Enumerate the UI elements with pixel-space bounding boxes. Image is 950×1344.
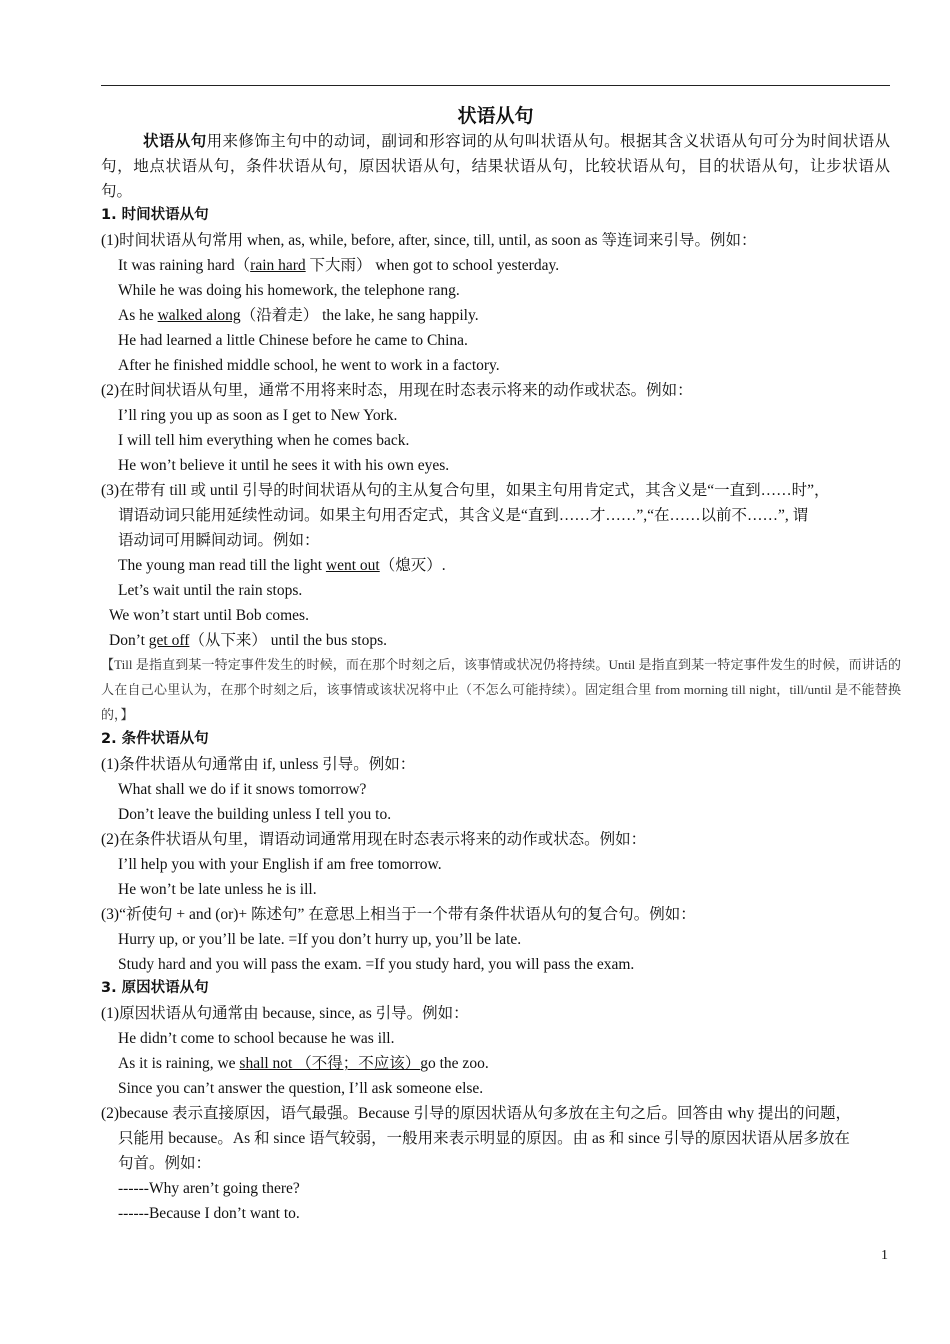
reason-example-5: ------Because I don’t want to. — [118, 1205, 300, 1222]
time-example-12: Don’t get off（从下来） until the bus stops. — [109, 632, 388, 649]
time-example-6: I’ll ring you up as soon as I get to New York. — [118, 407, 398, 424]
reason-example-1: He didn’t come to school because he was ill. — [118, 1030, 395, 1047]
document-title: 状语从句 — [457, 105, 534, 127]
condition-rule-2: (2)在条件状语从句里，谓语动词通常用现在时态表示将来的动作或状态。例如： — [101, 831, 647, 848]
time-example-3: As he walked along（沿着走） the lake, he sang happily. — [118, 307, 479, 324]
condition-example-3: I’ll help you with your English if am free tomorrow. — [118, 856, 442, 873]
condition-example-5: Hurry up, or you’ll be late. =If you don’t hurry up, you’ll be late. — [118, 931, 522, 948]
time-example-1: It was raining hard（rain hard 下大雨） when got to school yesterday. — [118, 257, 560, 274]
reason-example-2: As it is raining, we shall not （不得；不应该）go the zoo. — [118, 1055, 489, 1072]
condition-rule-1: (1)条件状语从句通常由 if, unless 引导。例如： — [101, 756, 416, 773]
condition-example-6: Study hard and you will pass the exam. =If you study hard, you will pass the exam. — [118, 956, 635, 973]
time-example-11: We won’t start until Bob comes. — [109, 607, 309, 624]
time-rule-3-line-2: 谓语动词只能用延续性动词。如果主句用否定式，其含义是“直到……才……”,“在……以前不……”, 谓 — [118, 507, 809, 524]
time-rule-3-line-1: (3)在带有 till 或 until 引导的时间状语从句的主从复合句里，如果主句用肯定式，其含义是“一直到……时”， — [101, 482, 830, 499]
time-example-8: He won’t believe it until he sees it with his own eyes. — [118, 457, 450, 474]
reason-rule-2-line-3: 句首。例如： — [118, 1155, 212, 1172]
time-example-9: The young man read till the light went out（熄灭）. — [118, 557, 446, 574]
intro-term: 状语从句 — [143, 133, 207, 150]
time-rule-3-line-3: 语动词可用瞬间动词。例如： — [118, 532, 320, 549]
time-example-4: He had learned a little Chinese before he came to China. — [118, 332, 468, 349]
reason-rule-2-line-2: 只能用 because。As 和 since 语气较弱，一般用来表示明显的原因。由 as 和 since 引导的原因状语从居多放在 — [118, 1130, 850, 1147]
intro-text: 用来修饰主句中的动词，副词和形容词的从句叫状语从句。根据其含义状语从句可分为时间状语从句，地点状语从句，条件状语从句，原因状语从句，结果状语从句，比较状语从句，目的状语从句，让步状语从句。 — [101, 133, 890, 200]
section-heading-condition: 2. 条件状语从句 — [101, 731, 209, 747]
header-rule — [101, 85, 890, 86]
time-example-7: I will tell him everything when he comes back. — [118, 432, 410, 449]
condition-rule-3: (3)“祈使句 + and (or)+ 陈述句” 在意思上相当于一个带有条件状语从句的复合句。例如： — [101, 906, 696, 923]
page-number: 1 — [881, 1248, 888, 1263]
reason-rule-2-line-1: (2)because 表示直接原因，语气最强。Because 引导的原因状语从句多放在主句之后。回答由 why 提出的问题， — [101, 1105, 851, 1122]
section-heading-reason: 3. 原因状语从句 — [101, 980, 209, 996]
time-example-5: After he finished middle school, he went to work in a factory. — [118, 357, 500, 374]
time-example-10: Let’s wait until the rain stops. — [118, 582, 303, 599]
reason-example-3: Since you can’t answer the question, I’ll ask someone else. — [118, 1080, 484, 1097]
intro-paragraph — [101, 129, 890, 204]
section-heading-time: 1. 时间状语从句 — [101, 207, 209, 223]
condition-example-2: Don’t leave the building unless I tell you to. — [118, 806, 392, 823]
reason-rule-1: (1)原因状语从句通常由 because, since, as 引导。例如： — [101, 1005, 469, 1022]
time-example-2: While he was doing his homework, the telephone rang. — [118, 282, 460, 299]
time-rule-2: (2)在时间状语从句里，通常不用将来时态，用现在时态表示将来的动作或状态。例如： — [101, 382, 693, 399]
till-until-note: 【Till 是指直到某一特定事件发生的时候，而在那个时刻之后，该事情或状况仍将持续。Until 是指直到某一特定事件发生的时候，而讲话的人在自己心里认为，在那个时刻之后，该事情或该状况将中止（不怎么可能持续）。固定组合里 from morning till night，till/until 是不能替换的，】 — [101, 657, 901, 722]
reason-example-4: ------Why aren’t going there? — [118, 1180, 300, 1197]
time-rule-1: (1)时间状语从句常用 when, as, while, before, after, since, till, until, as soon as 等连词来引导。例如： — [101, 232, 757, 249]
condition-example-1: What shall we do if it snows tomorrow? — [118, 781, 367, 798]
condition-example-4: He won’t be late unless he is ill. — [118, 881, 317, 898]
